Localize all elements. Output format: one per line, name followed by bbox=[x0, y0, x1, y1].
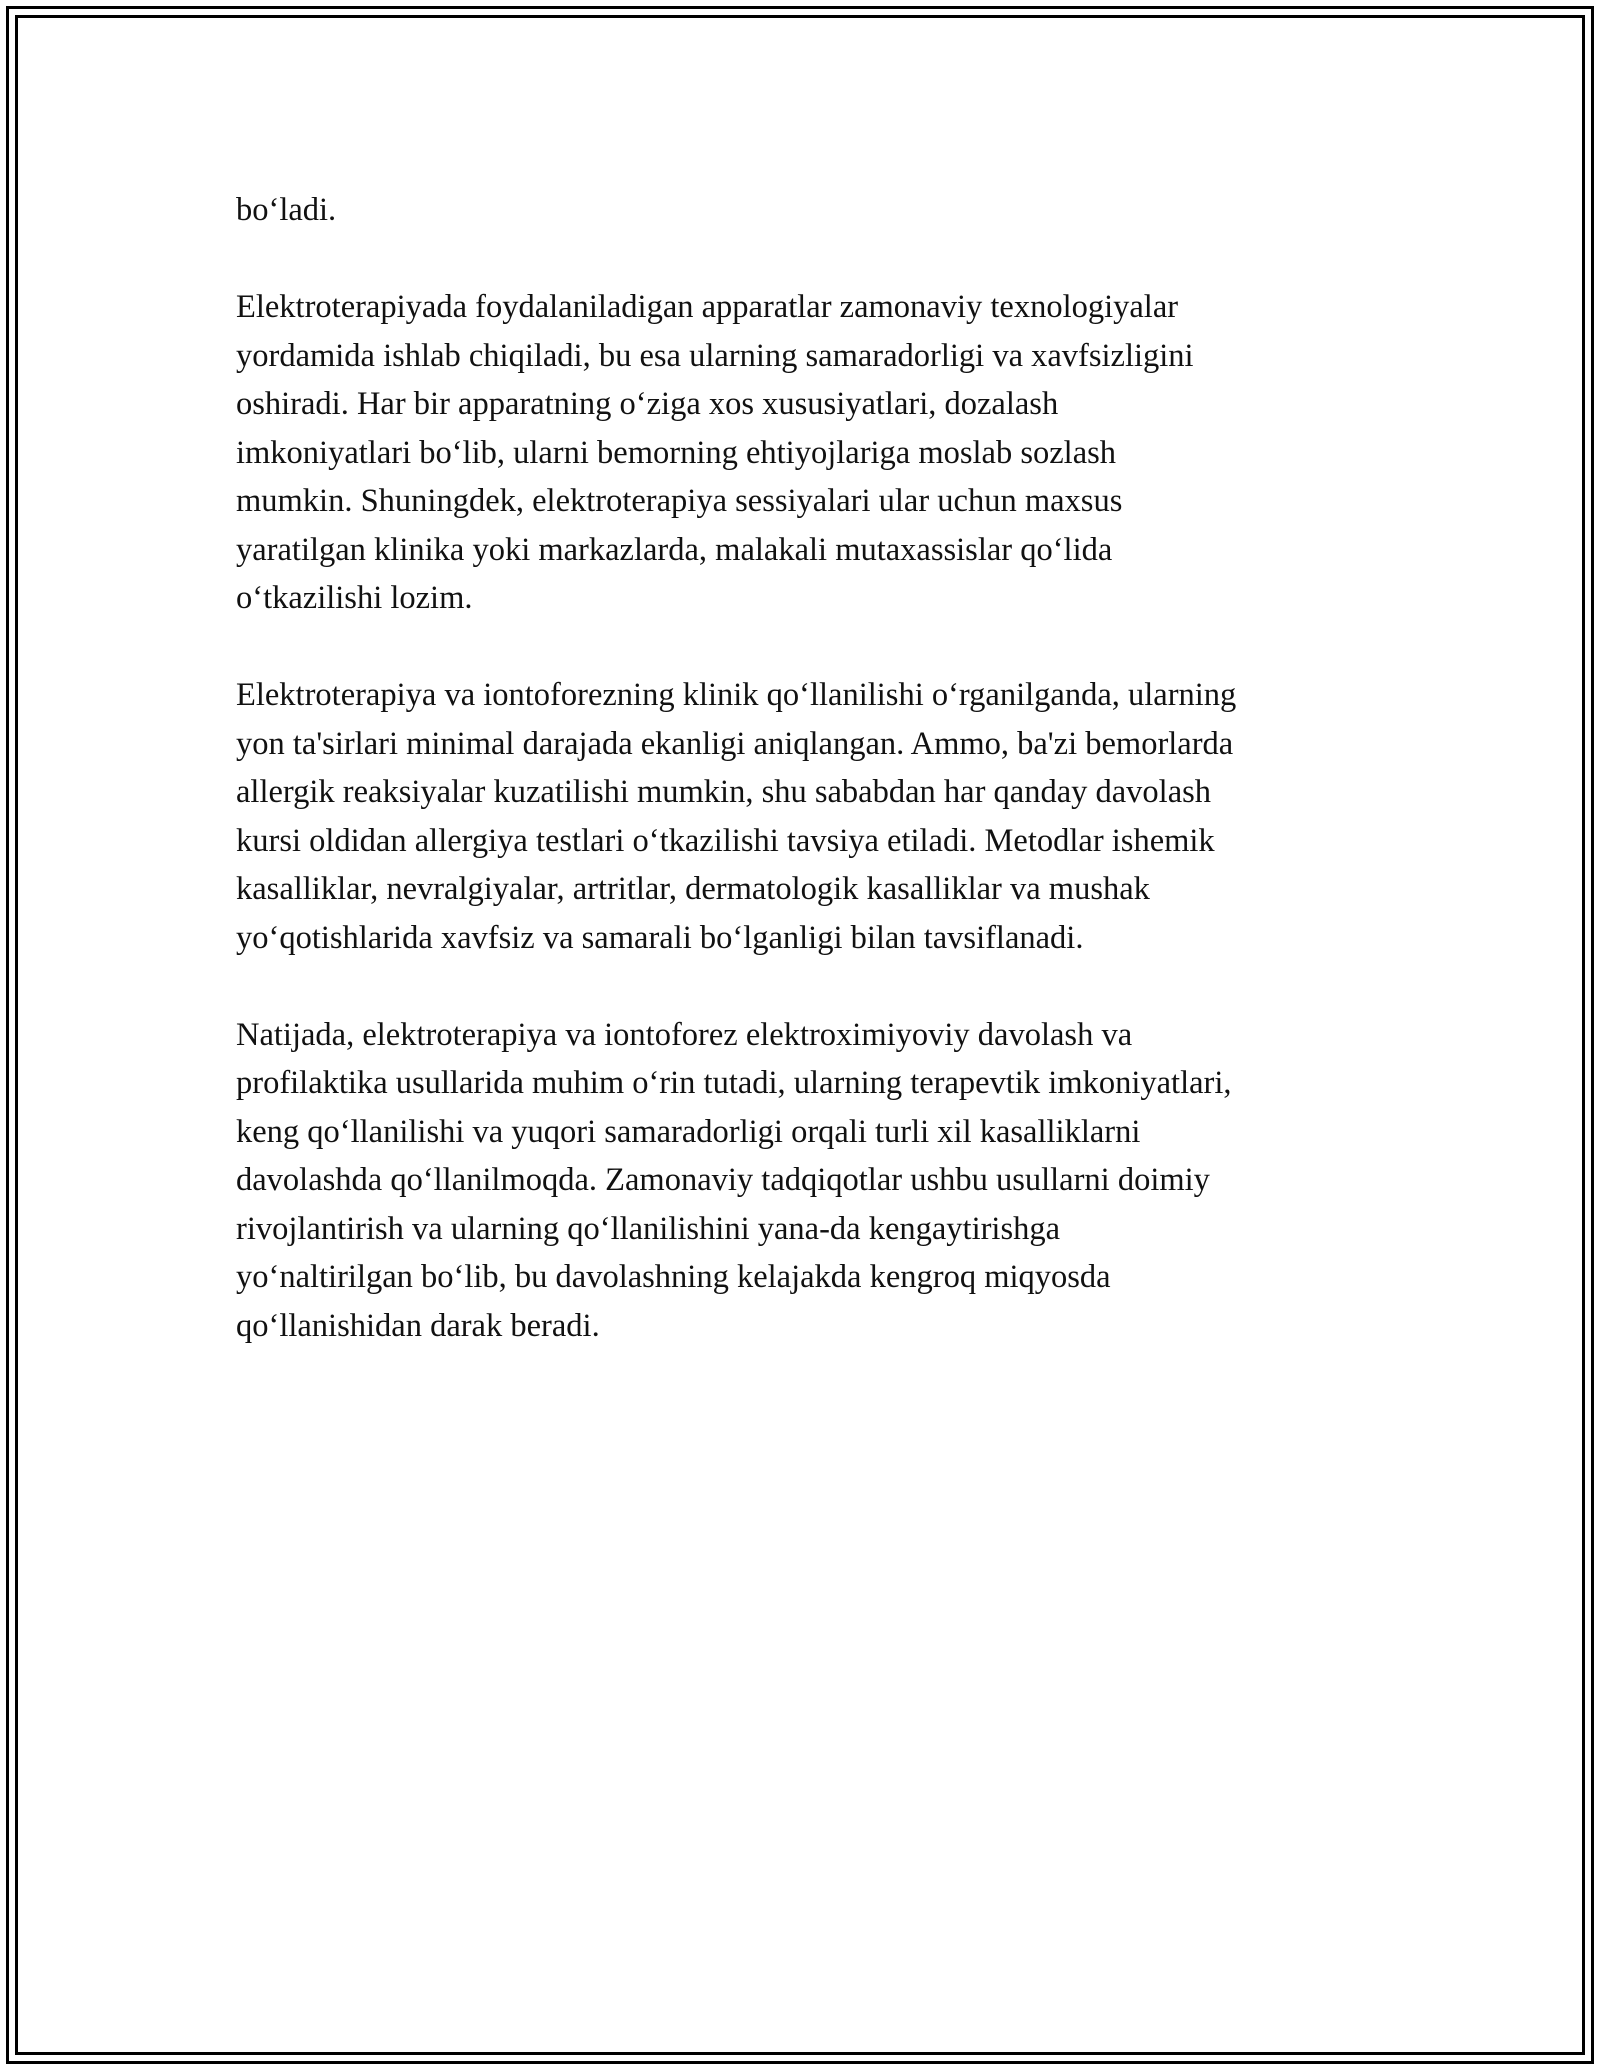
document-body bbox=[236, 186, 1376, 1399]
paragraph-continuation: bo‘ladi. bbox=[236, 192, 337, 228]
paragraph-conclusion: Natijada, elektroterapiya va iontoforez elektroximiyoviy davolash va profilaktika usullarida muhim o‘rin tutadi, ularning terapevtik imkoniyatlari, keng qo‘llanilishi va yuqori samaradorligi orqali turli xil kasalliklarni davolashda qo‘llanilmoqda. Zamonaviy tadqiqotlar ushbu usullarni doimiy rivojlantirish va ularning qo‘llanilishini yana-da kengaytirishga yo‘naltirilgan bo‘lib, bu davolashning kelajakda kengroq miqyosda qo‘llanishidan darak beradi. bbox=[236, 1016, 1232, 1344]
paragraph-side-effects: Elektroterapiya va iontoforezning klinik qo‘llanilishi o‘rganilganda, ularning yon ta'sirlari minimal darajada ekanligi aniqlangan. Ammo, ba'zi bemorlarda allergik reaksiyalar kuzatilishi mumkin, shu sababdan har qanday davolash kursi oldidan allergiya testlari o‘tkazilishi tavsiya etiladi. Metodlar ishemik kasalliklar, nevralgiyalar, artritlar, dermatologik kasalliklar va mushak yo‘qotishlarida xavfsiz va samarali bo‘lganligi bilan tavsiflanadi. bbox=[236, 677, 1237, 956]
paragraph-apparatus: Elektroterapiyada foydalaniladigan apparatlar zamonaviy texnologiyalar yordamida ishlab chiqiladi, bu esa ularning samaradorligi va xavfsizligini oshiradi. Har bir apparatning o‘ziga xos xususiyatlari, dozalash imkoniyatlari bo‘lib, ularni bemorning ehtiyojlariga moslab sozlash mumkin. Shuningdek, elektroterapiya sessiyalari ular uchun maxsus yaratilgan klinika yoki markazlarda, malakali mutaxassislar qo‘lida o‘tkazilishi lozim. bbox=[236, 289, 1194, 616]
